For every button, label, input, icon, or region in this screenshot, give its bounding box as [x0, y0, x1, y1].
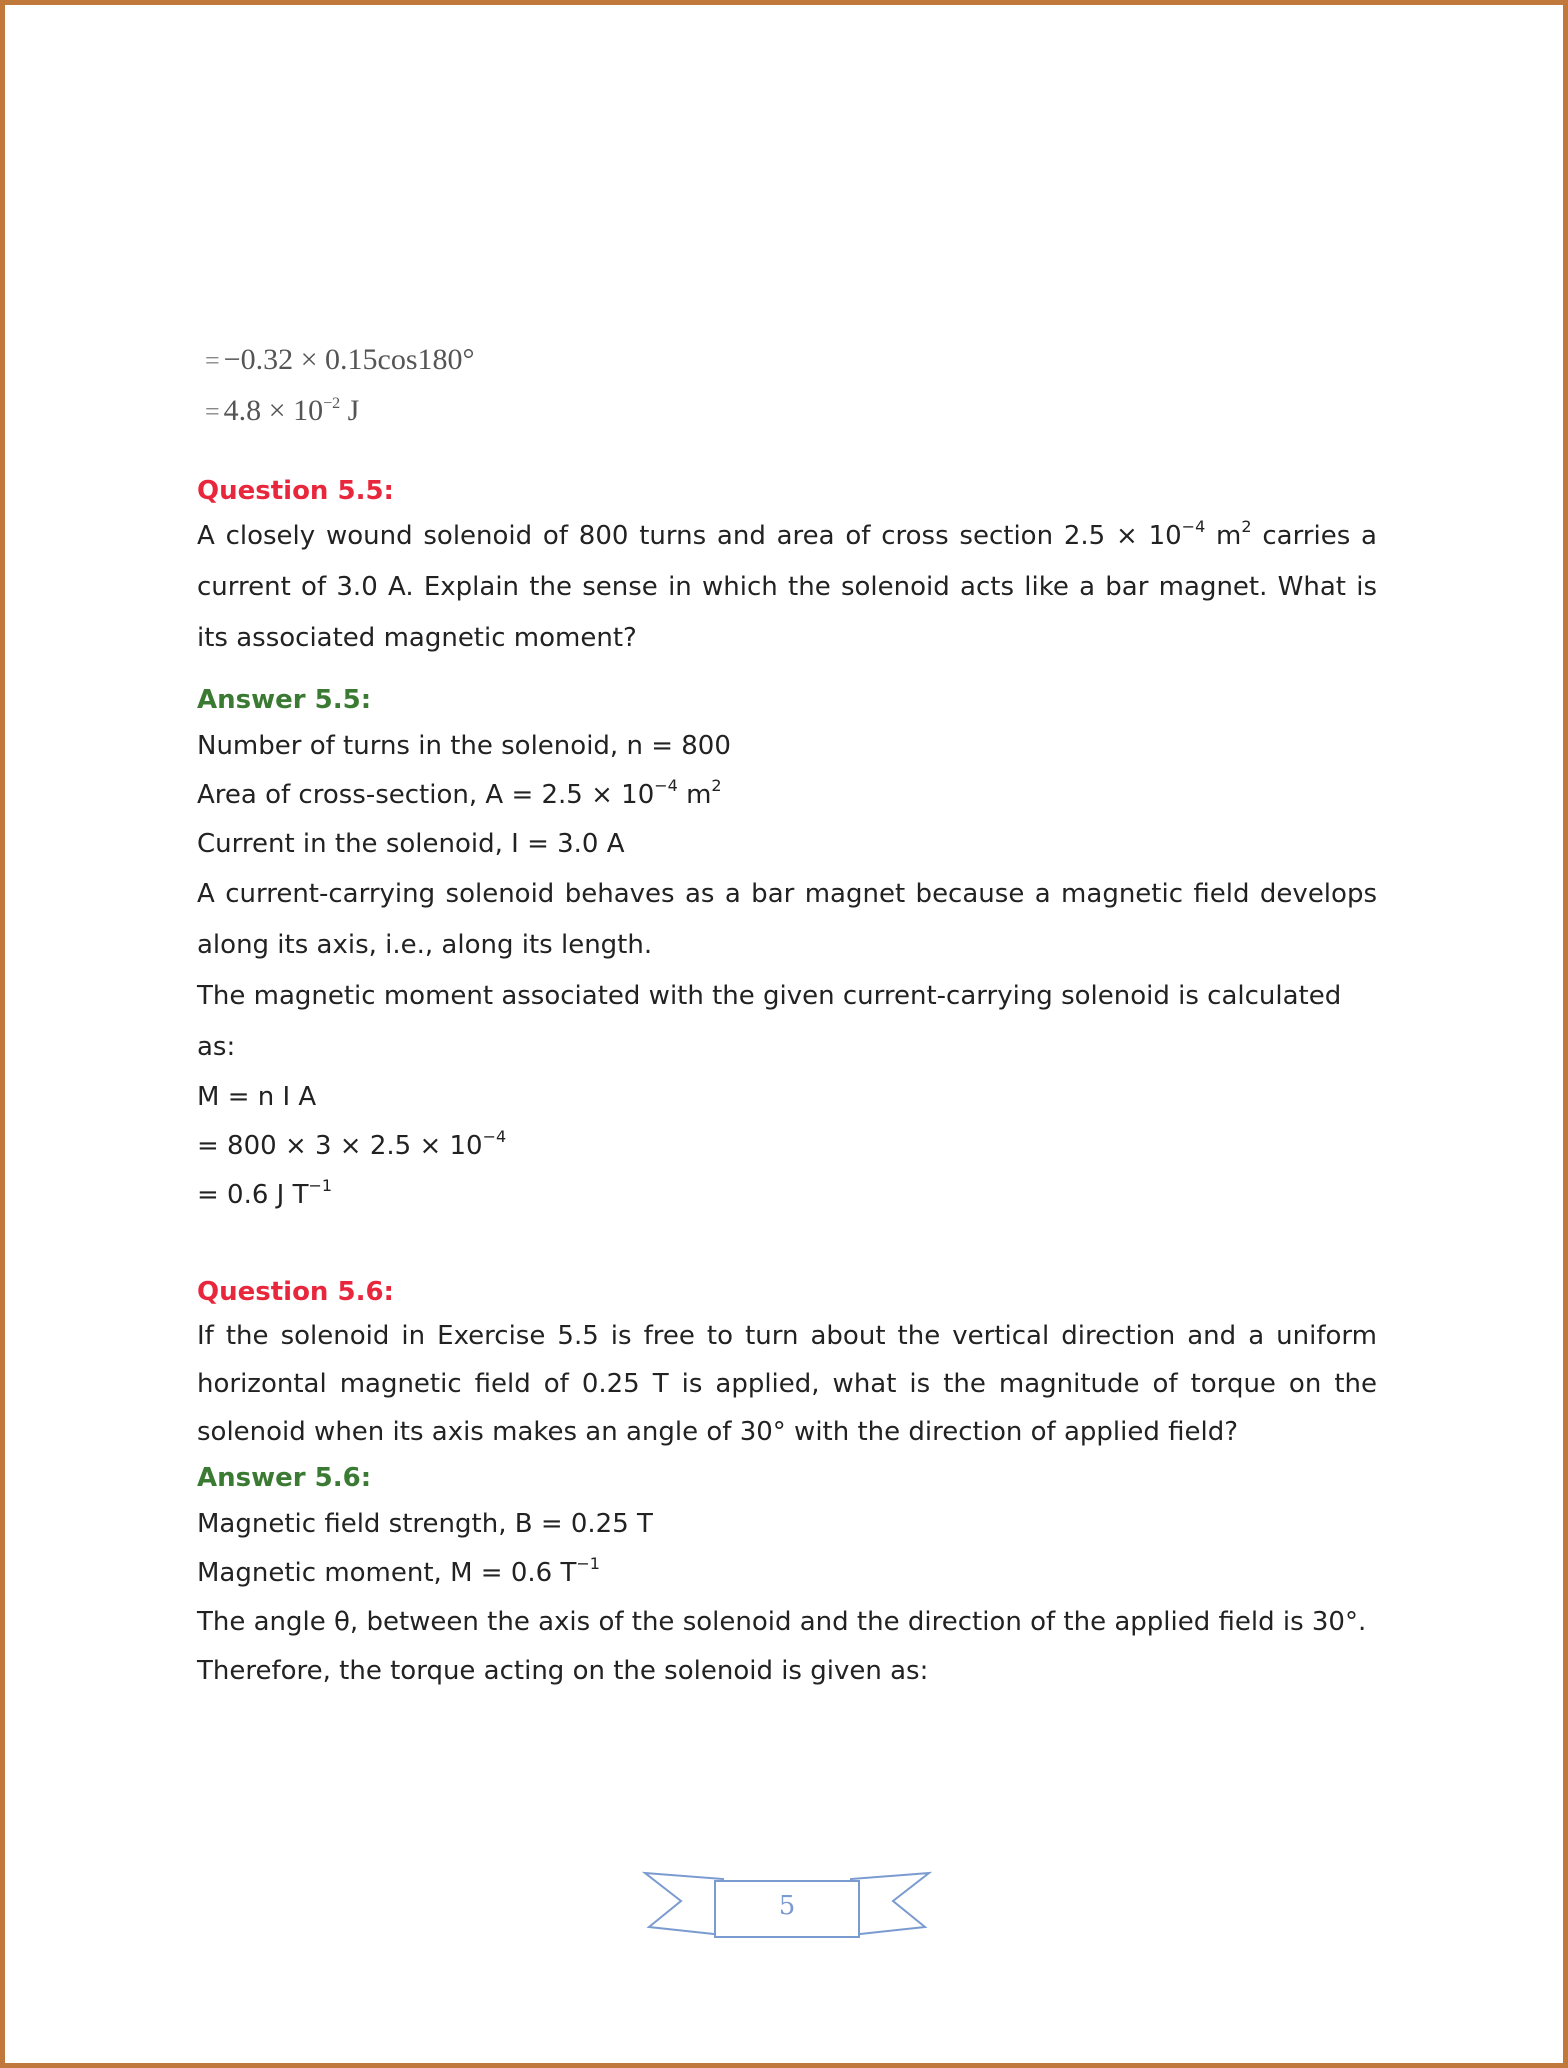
answer-moment: Magnetic moment, M = 0.6 $T^{-1}$ [197, 1554, 600, 1588]
equation-line-1: = −0.32 × 0.15cos180° [205, 343, 475, 376]
equation-line-2: = $4.8 \times 10^{-2}$ J [205, 394, 360, 427]
answer-turns: Number of turns in the solenoid, n = 800 [197, 731, 731, 761]
page-number: 5 [778, 1891, 796, 1921]
answer-torque: Therefore, the torque acting on the solenoid is given as: [197, 1656, 929, 1686]
answer-current: Current in the solenoid, I = 3.0 A [197, 829, 625, 859]
top-equation [205, 335, 1377, 437]
content [197, 335, 1377, 1696]
answer-area: Area of cross-section, $A = 2.5 \times 10^{-4}$ $m^2$ [197, 776, 722, 810]
question-5-5-heading: Question 5.5: [197, 476, 394, 506]
answer-result: = 0.6 J $T^{-1}$ [197, 1176, 333, 1210]
answer-angle: The angle θ, between the axis of the solenoid and the direction of the applied field is 30°. [197, 1607, 1367, 1637]
answer-calculation: = $800 \times 3 \times 2.5 \times 10^{-4}$ [197, 1127, 507, 1161]
answer-moment-intro: The magnetic moment associated with the given current-carrying solenoid is calculated as: [197, 981, 1342, 1062]
question-5-6-text: If the solenoid in Exercise 5.5 is free to turn about the vertical direction and a uniform horizontal magnetic field of 0.25 T is applied, what is the magnitude of torque on the solenoid when its axis makes an angle of 30° with the direction of applied field? [197, 1321, 1377, 1447]
answer-explanation: A current-carrying solenoid behaves as a bar magnet because a magnetic field develops along its axis, i.e., along its length. [197, 879, 1377, 960]
page-number-ribbon [641, 1865, 933, 1945]
answer-5-5-heading: Answer 5.5: [197, 685, 372, 715]
question-5-6-heading: Question 5.6: [197, 1277, 394, 1307]
answer-formula: M = n I A [197, 1082, 317, 1112]
answer-field: Magnetic field strength, B = 0.25 T [197, 1509, 653, 1539]
question-5-5-text: A closely wound solenoid of 800 turns and area of cross section $2.5 \times 10^{-4}$ $m^2$ carries a current of 3.0 A. Explain the sense in which the solenoid acts like a bar magnet. What is its associated magnetic moment? [197, 517, 1377, 653]
answer-5-6-heading: Answer 5.6: [197, 1463, 372, 1493]
